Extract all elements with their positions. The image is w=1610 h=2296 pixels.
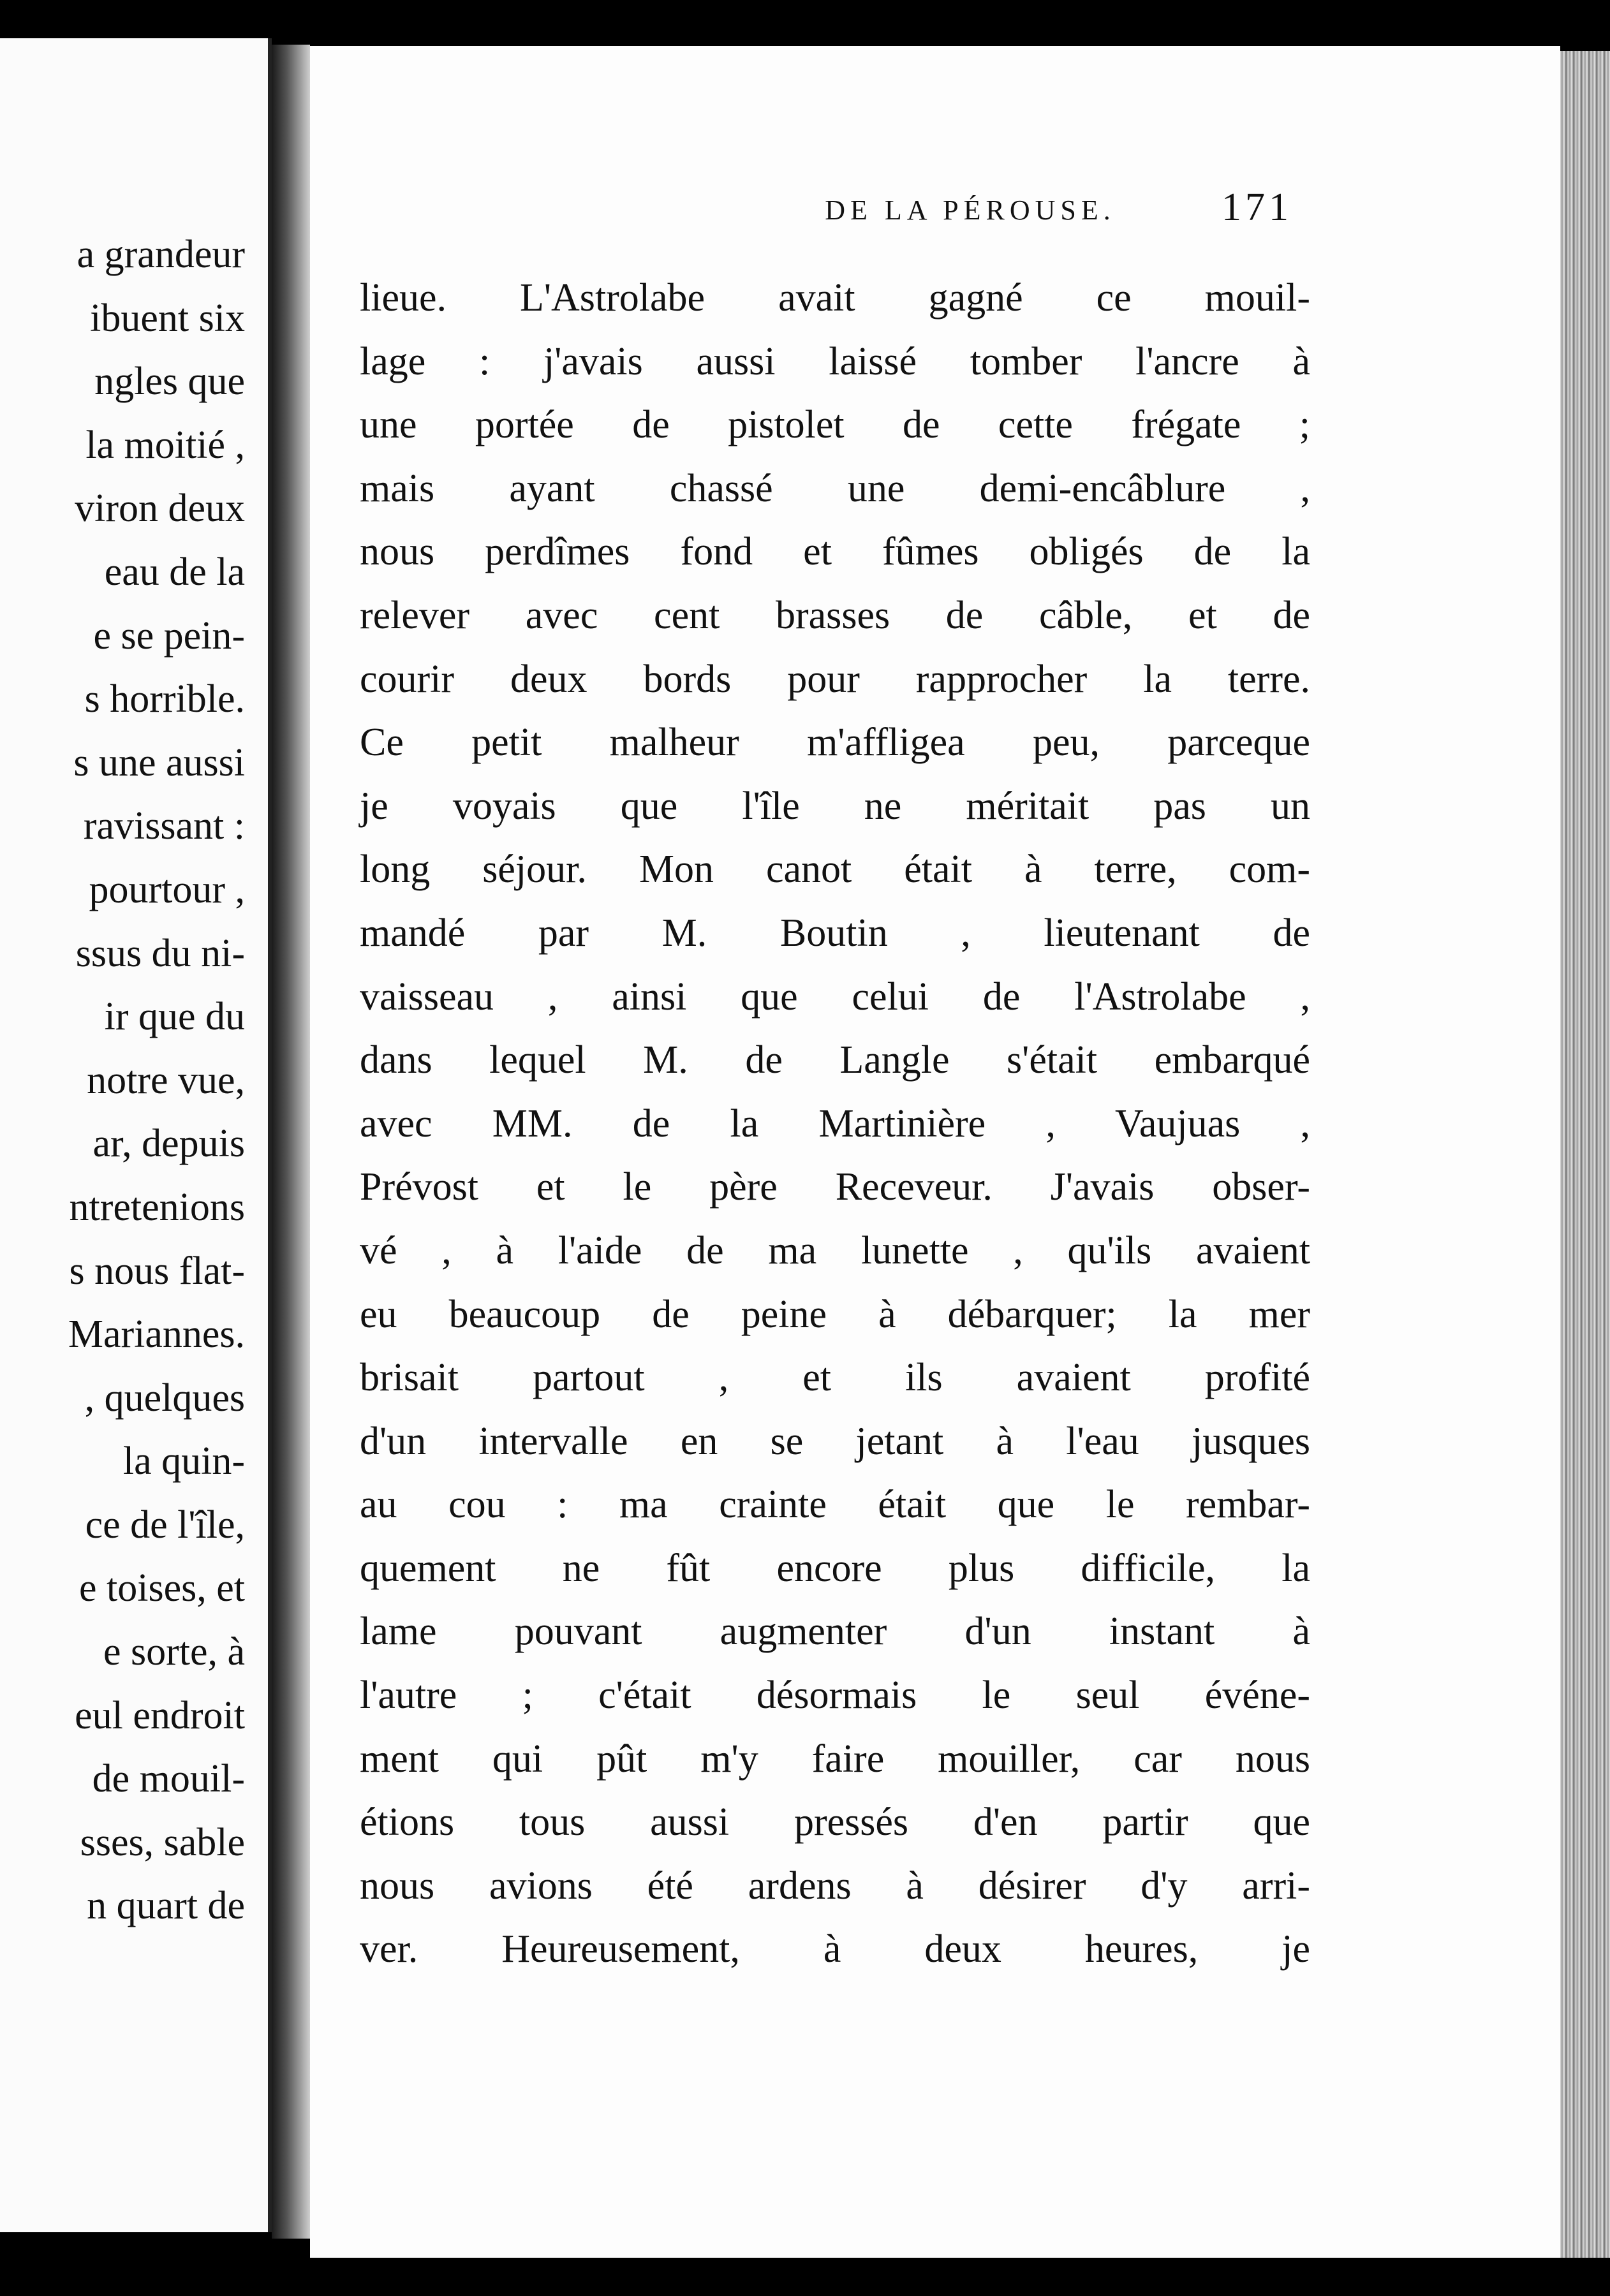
running-head: DE LA PÉROUSE. xyxy=(825,195,1116,226)
text-line: relever avec cent brasses de câble, et de xyxy=(360,593,1310,637)
text-line: quement ne fût encore plus difficile, la xyxy=(360,1546,1310,1590)
text-line: vé , à l'aide de ma lunette , qu'ils avaient xyxy=(360,1228,1310,1272)
left-page-text xyxy=(0,223,245,1938)
left-text-line: s nous flat- xyxy=(69,1249,245,1293)
text-line: Prévost et le père Receveur. J'avais obser- xyxy=(360,1165,1310,1209)
text-line: brisait partout , et ils avaient profité xyxy=(360,1356,1310,1400)
body-text xyxy=(360,267,1310,1982)
left-text-line: la moitié , xyxy=(85,423,245,467)
left-text-line: de mouil- xyxy=(92,1757,245,1801)
text-line: dans lequel M. de Langle s'était embarqué xyxy=(360,1038,1310,1082)
left-text-line: sses, sable xyxy=(80,1820,245,1864)
text-line: courir deux bords pour rapprocher la terre. xyxy=(360,657,1310,701)
left-text-line: ravissant : xyxy=(83,804,245,848)
left-text-line: eau de la xyxy=(104,550,245,594)
left-text-line: e se pein- xyxy=(93,614,245,658)
left-text-line: ibuent six xyxy=(90,296,245,340)
left-text-line: s une aussi xyxy=(73,740,245,784)
left-text-line: ngles que xyxy=(94,360,245,404)
left-text-line: e sorte, à xyxy=(103,1630,245,1674)
left-text-line: pourtour , xyxy=(89,867,245,911)
text-line: étions tous aussi pressés d'en partir que xyxy=(360,1800,1310,1844)
left-text-line: viron deux xyxy=(75,487,245,531)
text-line: mandé par M. Boutin , lieutenant de xyxy=(360,911,1310,955)
text-line: long séjour. Mon canot était à terre, com- xyxy=(360,848,1310,892)
text-line: lame pouvant augmenter d'un instant à xyxy=(360,1610,1310,1654)
text-line: lage : j'avais aussi laissé tomber l'ancre à xyxy=(360,339,1310,383)
text-line: eu beaucoup de peine à débarquer; la mer xyxy=(360,1292,1310,1336)
text-line: nous perdîmes fond et fûmes obligés de la xyxy=(360,530,1310,574)
book-gutter xyxy=(272,45,310,2239)
page-block-edges xyxy=(1560,51,1610,2258)
text-line: l'autre ; c'était désormais le seul événe- xyxy=(360,1674,1310,1718)
left-text-line: Mariannes. xyxy=(68,1313,245,1357)
text-line: ver. Heureusement, à deux heures, je xyxy=(360,1927,1310,1971)
left-text-line: ntretenions xyxy=(69,1185,245,1229)
left-text-line: ar, depuis xyxy=(92,1122,245,1166)
left-text-line: n quart de xyxy=(87,1884,245,1928)
left-text-line: a grandeur xyxy=(77,233,245,276)
right-page xyxy=(310,46,1560,2259)
left-page-fragment xyxy=(0,38,272,2232)
left-text-line: ce de l'île, xyxy=(85,1503,245,1547)
text-line: mais ayant chassé une demi-encâblure , xyxy=(360,466,1310,510)
text-line: ment qui pût m'y faire mouiller, car nous xyxy=(360,1737,1310,1781)
text-line: je voyais que l'île ne méritait pas un xyxy=(360,784,1310,828)
left-text-line: e toises, et xyxy=(79,1566,245,1610)
scan-bottom-border xyxy=(0,2258,1610,2296)
text-line: nous avions été ardens à désirer d'y arri- xyxy=(360,1864,1310,1908)
left-text-line: ssus du ni- xyxy=(75,931,245,975)
text-line: au cou : ma crainte était que le rembar- xyxy=(360,1483,1310,1527)
left-text-line: s horrible. xyxy=(84,677,245,721)
left-text-line: ir que du xyxy=(104,995,245,1039)
left-text-line: eul endroit xyxy=(75,1693,245,1737)
text-line: vaisseau , ainsi que celui de l'Astrolabe , xyxy=(360,975,1310,1019)
left-text-line: notre vue, xyxy=(87,1058,245,1102)
text-line: d'un intervalle en se jetant à l'eau jusques xyxy=(360,1419,1310,1463)
page-number: 171 xyxy=(1222,186,1292,229)
text-line: Ce petit malheur m'affligea peu, parceque xyxy=(360,721,1310,765)
left-text-line: , quelques xyxy=(84,1376,245,1420)
left-text-line: la quin- xyxy=(122,1439,245,1483)
text-line: une portée de pistolet de cette frégate ; xyxy=(360,403,1310,447)
text-line: lieue. L'Astrolabe avait gagné ce mouil- xyxy=(360,276,1310,320)
text-line: avec MM. de la Martinière , Vaujuas , xyxy=(360,1101,1310,1145)
